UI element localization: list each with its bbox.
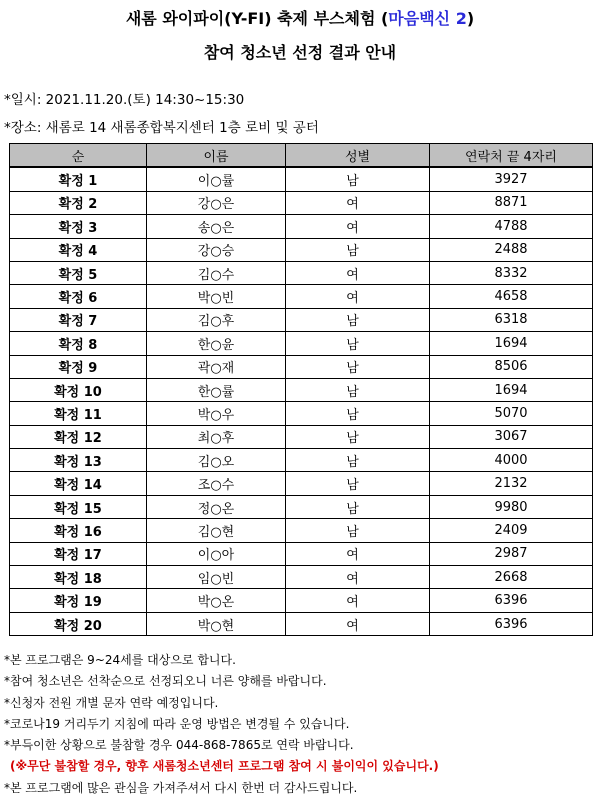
table-row (10, 215, 593, 238)
cell-name: 김○수 (147, 261, 286, 284)
cell-name: 이○아 (147, 542, 286, 565)
cell-gender: 여 (286, 542, 430, 565)
cell-name: 강○승 (147, 238, 286, 261)
table-row (10, 589, 593, 612)
column-header-gender: 성별 (286, 144, 430, 168)
cell-gender: 여 (286, 191, 430, 214)
cell-gender: 남 (286, 495, 430, 518)
table-row (10, 566, 593, 589)
table-row (10, 332, 593, 355)
cell-gender: 남 (286, 238, 430, 261)
column-header-name: 이름 (147, 144, 286, 168)
cell-gender: 여 (286, 285, 430, 308)
cell-phone: 2409 (430, 519, 593, 542)
cell-order: 확정 1 (10, 167, 147, 191)
table-row (10, 495, 593, 518)
cell-name: 강○은 (147, 191, 286, 214)
table-row (10, 285, 593, 308)
column-header-phone: 연락처 끝 4자리 (430, 144, 593, 168)
cell-order: 확정 3 (10, 215, 147, 238)
table-row (10, 612, 593, 635)
cell-gender: 여 (286, 566, 430, 589)
cell-phone: 8506 (430, 355, 593, 378)
cell-name: 김○현 (147, 519, 286, 542)
cell-order: 확정 6 (10, 285, 147, 308)
cell-phone: 2987 (430, 542, 593, 565)
cell-order: 확정 7 (10, 308, 147, 331)
note-absence: *부득이한 상황으로 불참할 경우 044-868-7865로 연락 바랍니다. (4, 738, 354, 753)
cell-gender: 남 (286, 332, 430, 355)
cell-gender: 남 (286, 308, 430, 331)
cell-phone: 4788 (430, 215, 593, 238)
cell-phone: 1694 (430, 378, 593, 401)
cell-gender: 남 (286, 472, 430, 495)
cell-order: 확정 10 (10, 378, 147, 401)
page-title (0, 6, 600, 29)
table-row (10, 191, 593, 214)
cell-phone: 8332 (430, 261, 593, 284)
cell-name: 한○률 (147, 378, 286, 401)
cell-phone: 9980 (430, 495, 593, 518)
cell-name: 임○빈 (147, 566, 286, 589)
cell-order: 확정 12 (10, 425, 147, 448)
cell-name: 조○수 (147, 472, 286, 495)
cell-gender: 남 (286, 355, 430, 378)
cell-phone: 2488 (430, 238, 593, 261)
table-row (10, 261, 593, 284)
cell-phone: 4000 (430, 449, 593, 472)
table-row (10, 167, 593, 191)
notes (4, 650, 596, 799)
cell-name: 김○오 (147, 449, 286, 472)
table-header-row (10, 144, 593, 168)
table-row (10, 402, 593, 425)
title-end: ) (466, 9, 475, 28)
table-row (10, 355, 593, 378)
cell-gender: 여 (286, 589, 430, 612)
note-contact: *신청자 전원 개별 문자 연락 예정입니다. (4, 695, 219, 710)
cell-order: 확정 20 (10, 612, 147, 635)
title-main: 새롬 와이파이(Y-FI) 축제 부스체험 ( (125, 9, 389, 28)
cell-gender: 남 (286, 425, 430, 448)
note-age: *본 프로그램은 9~24세를 대상으로 합니다. (4, 653, 236, 667)
cell-gender: 남 (286, 378, 430, 401)
cell-phone: 3067 (430, 425, 593, 448)
table-row (10, 472, 593, 495)
cell-order: 확정 18 (10, 566, 147, 589)
table-row (10, 308, 593, 331)
cell-order: 확정 2 (10, 191, 147, 214)
page-subtitle: 참여 청소년 선정 결과 안내 (203, 43, 397, 62)
cell-order: 확정 15 (10, 495, 147, 518)
cell-name: 정○온 (147, 495, 286, 518)
cell-name: 송○은 (147, 215, 286, 238)
cell-gender: 남 (286, 519, 430, 542)
note-thanks: *본 프로그램에 많은 관심을 가져주셔서 다시 한번 더 감사드립니다. (4, 780, 358, 795)
note-covid: *코로나19 거리두기 지침에 따라 운영 방법은 변경될 수 있습니다. (4, 716, 350, 731)
cell-name: 한○윤 (147, 332, 286, 355)
cell-name: 박○현 (147, 612, 286, 635)
cell-order: 확정 19 (10, 589, 147, 612)
cell-phone: 5070 (430, 402, 593, 425)
cell-name: 이○률 (147, 167, 286, 191)
cell-name: 박○온 (147, 589, 286, 612)
cell-phone: 2668 (430, 566, 593, 589)
cell-phone: 1694 (430, 332, 593, 355)
table-row (10, 238, 593, 261)
table-row (10, 542, 593, 565)
cell-order: 확정 16 (10, 519, 147, 542)
table-body (10, 167, 593, 635)
table-row (10, 378, 593, 401)
event-date: *일시: 2021.11.20.(토) 14:30~15:30 (4, 92, 245, 108)
cell-order: 확정 4 (10, 238, 147, 261)
cell-name: 곽○재 (147, 355, 286, 378)
cell-order: 확정 5 (10, 261, 147, 284)
cell-phone: 2132 (430, 472, 593, 495)
column-header-order: 순 (10, 144, 147, 168)
table-row (10, 425, 593, 448)
cell-order: 확정 9 (10, 355, 147, 378)
cell-phone: 6318 (430, 308, 593, 331)
cell-gender: 여 (286, 261, 430, 284)
results-table (9, 143, 593, 636)
cell-order: 확정 11 (10, 402, 147, 425)
note-warning: (※무단 불참할 경우, 향후 새롬청소년센터 프로그램 참여 시 불이익이 있습니다.) (10, 759, 439, 774)
title-accent: 마음백신 2 (388, 9, 467, 28)
cell-order: 확정 17 (10, 542, 147, 565)
cell-name: 박○빈 (147, 285, 286, 308)
table-row (10, 519, 593, 542)
cell-phone: 3927 (430, 167, 593, 191)
cell-gender: 남 (286, 402, 430, 425)
cell-phone: 6396 (430, 589, 593, 612)
cell-name: 최○후 (147, 425, 286, 448)
cell-gender: 남 (286, 449, 430, 472)
table-header (10, 144, 593, 168)
cell-gender: 여 (286, 612, 430, 635)
cell-gender: 남 (286, 167, 430, 191)
event-place: *장소: 새롬로 14 새롬종합복지센터 1층 로비 및 공터 (4, 120, 319, 136)
cell-order: 확정 13 (10, 449, 147, 472)
cell-name: 김○후 (147, 308, 286, 331)
cell-order: 확정 8 (10, 332, 147, 355)
cell-phone: 6396 (430, 612, 593, 635)
cell-order: 확정 14 (10, 472, 147, 495)
cell-name: 박○우 (147, 402, 286, 425)
cell-phone: 4658 (430, 285, 593, 308)
cell-phone: 8871 (430, 191, 593, 214)
table-row (10, 449, 593, 472)
note-selection: *참여 청소년은 선착순으로 선정되오니 너른 양해를 바랍니다. (4, 674, 327, 689)
cell-gender: 여 (286, 215, 430, 238)
